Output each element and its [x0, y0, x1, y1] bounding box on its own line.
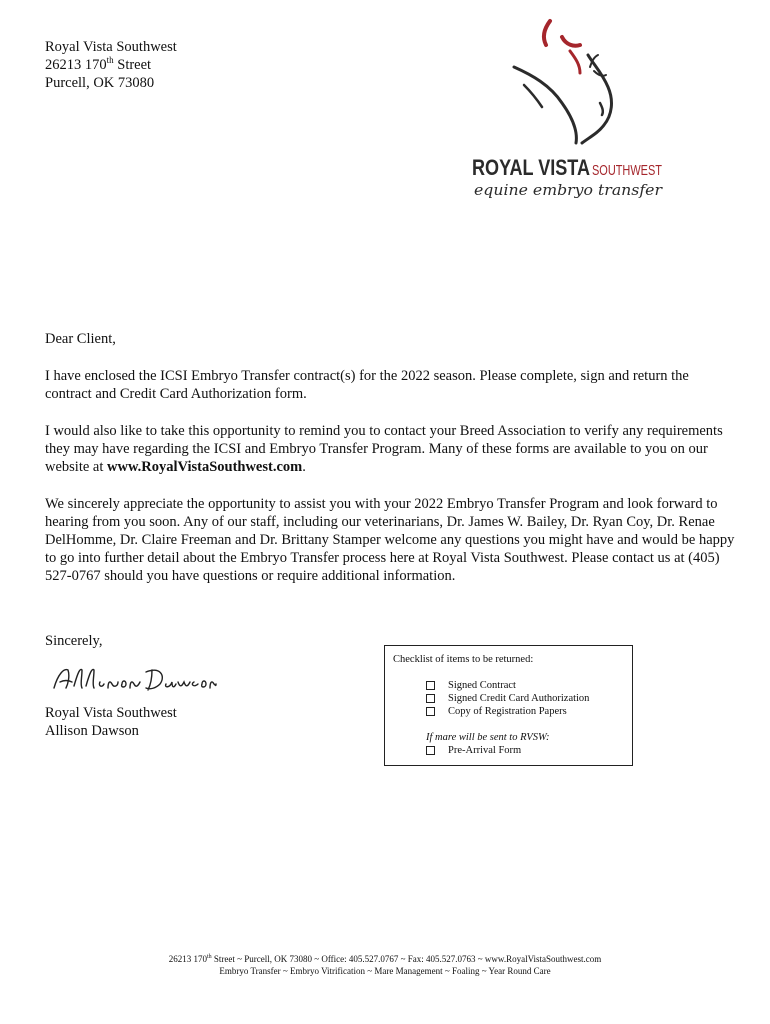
- checkbox-icon[interactable]: [426, 707, 435, 716]
- checklist-heading: Checklist of items to be returned:: [393, 654, 534, 665]
- street-suffix: th: [106, 55, 114, 66]
- website-link[interactable]: www.RoyalVistaSouthwest.com: [107, 459, 303, 475]
- footer-contact-details: Street ~ Purcell, OK 73080 ~ Office: 405.527.0767 ~ Fax: 405.527.0763 ~ www.RoyalVistaSouthwest.com: [211, 954, 602, 964]
- page-footer: [0, 953, 770, 977]
- footer-street-suffix: th: [206, 954, 212, 960]
- footer-street-number: 26213 170: [168, 954, 207, 964]
- checklist-item-label: Copy of Registration Papers: [448, 706, 567, 717]
- return-checklist: [384, 645, 633, 766]
- footer-services-line: Embryo Transfer ~ Embryo Vitrification ~ Mare Management ~ Foaling ~ Year Round Care: [219, 966, 551, 976]
- checklist-item-label: Pre-Arrival Form: [448, 745, 522, 756]
- checklist-note: If mare will be sent to RVSW:: [426, 732, 550, 743]
- paragraph-breed-association: [45, 422, 735, 476]
- horse-head-logo-graphic: [462, 15, 677, 200]
- logo-wordmark-primary: ROYAL VISTA: [472, 155, 591, 180]
- company-logo: [462, 15, 677, 200]
- paragraph-appreciation: We sincerely appreciate the opportunity to assist you with your 2022 Embryo Transfer Program and look forward to hearing from you soon. Any of our staff, including our veterinarians, Dr. James W. Bailey, Dr. Ryan Coy, Dr. Renae DelHomme, Dr. Claire Freeman and Dr. Brittany Stamper welcome any questions you might have and would be happy to go into further detail about the Embryo Transfer process here at Royal Vista Southwest. Please contact us at (405) 527-0767 should you have questions or require additional information.: [45, 496, 735, 584]
- letter-body: [45, 330, 735, 604]
- checklist-item-label: Signed Credit Card Authorization: [448, 693, 590, 704]
- salutation: Dear Client,: [45, 331, 116, 347]
- footer-contact-line: [0, 953, 770, 965]
- checklist-item: [426, 679, 624, 692]
- street-name: Street: [117, 57, 152, 73]
- checkbox-icon[interactable]: [426, 681, 435, 690]
- signer-name: Allison Dawson: [45, 723, 139, 739]
- sender-address: [45, 38, 177, 92]
- sender-name: Royal Vista Southwest: [45, 39, 177, 55]
- checklist-item: [426, 705, 624, 718]
- sender-street: [45, 56, 177, 74]
- logo-wordmark-secondary: SOUTHWEST: [592, 162, 662, 179]
- checklist-item-label: Signed Contract: [448, 680, 516, 691]
- paragraph-breed-text: I would also like to take this opportunity to remind you to contact your Breed Association to verify any requirements they may have regarding the ICSI and Embryo Transfer Program. Many of these forms are available to you on our website at: [45, 423, 723, 475]
- checkbox-icon[interactable]: [426, 694, 435, 703]
- handwritten-signature: [48, 662, 218, 696]
- checklist-extra-items: [393, 744, 624, 757]
- signer-block: [45, 704, 177, 740]
- paragraph-breed-end: .: [302, 459, 306, 475]
- street-number: 26213 170: [45, 57, 107, 73]
- logo-tagline: equine embryo transfer: [474, 181, 663, 199]
- signer-organization: Royal Vista Southwest: [45, 705, 177, 721]
- checklist-items: [393, 679, 624, 718]
- signature-graphic: [48, 662, 218, 696]
- checklist-item: [426, 744, 624, 757]
- sender-city: Purcell, OK 73080: [45, 75, 155, 91]
- paragraph-contract: I have enclosed the ICSI Embryo Transfer contract(s) for the 2022 season. Please complete, sign and return the contract and Credit Card Authorization form.: [45, 368, 689, 402]
- checkbox-icon[interactable]: [426, 746, 435, 755]
- checklist-item: [426, 692, 624, 705]
- closing: Sincerely,: [45, 633, 103, 649]
